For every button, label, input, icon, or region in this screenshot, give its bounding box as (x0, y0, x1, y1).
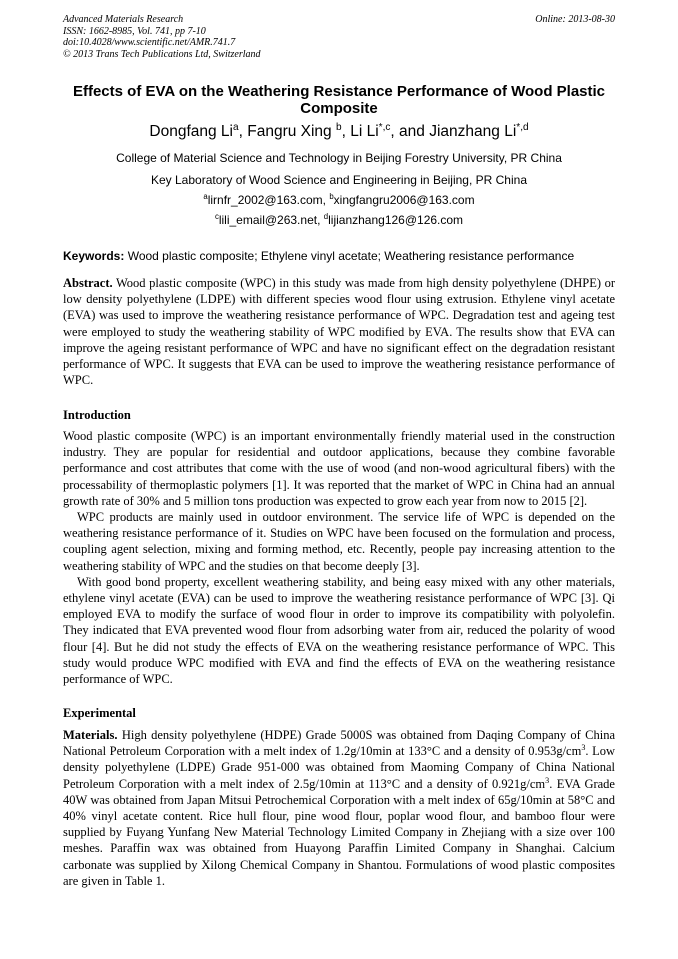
paragraph: WPC products are mainly used in outdoor environment. The service life of WPC is depended on the weathering resistance performance of it. Studies on WPC have been focused on the formulation and process, coupling agent selection, mixing and forming method, etc. Recently, people pay increasing attention to the weathering stability of WPC and the studies on that become deeply [3]. (63, 510, 615, 573)
email-address[interactable]: lirnfr_2002@163.com, (207, 193, 326, 207)
affiliation-1: College of Material Science and Technology in Beijing Forestry University, PR China (116, 151, 562, 165)
paragraph: Wood plastic composite (WPC) is an important environmentally friendly material used in the construction industry. They are popular for residential and outdoor applications, because they combine favorable performance and cost attributes that come with the use of wood (and non-wood agricultural fibers) with the processability of thermoplastic polymers [1]. It was reported that the market of WPC in China had an annual growth rate of 30% and 5 million tons production was expected to grow each year from now to 2015 [2]. (63, 429, 615, 508)
email-address[interactable]: xingfangru2006@163.com (333, 193, 475, 207)
materials-text: High density polyethylene (HDPE) Grade 5000S was obtained from Daqing Company of China National Petroleum Corporation with a melt index of 1.2g/10min at 133°C and a density of 0.953g/cm (63, 728, 616, 759)
materials-text: . Low density polyethylene (LDPE) Grade 951-000 was obtained from Maoming Company of China National Petroleum Corporation with a melt index of 2.5g/10min at 113°C and a density of 0.921g/cm (63, 744, 615, 791)
email-sup: a (203, 192, 208, 201)
author-sup: *,c (378, 121, 391, 133)
email-line-1 (63, 193, 615, 207)
author-name: Jianzhang Li (429, 123, 517, 140)
introduction-heading: Introduction (63, 408, 131, 422)
email-address[interactable]: lijianzhang126@126.com (328, 213, 464, 227)
experimental-heading: Experimental (63, 706, 136, 720)
paragraph: With good bond property, excellent weathering stability, and being easy mixed with any other materials, ethylene vinyl acetate (EVA) can be used to improve the weathering resistance performance of WPC [3]. Qi employed EVA to modify the surface of wood flour in order to improve its compatibility with polyolefin. They indicated that EVA prevented wood flour from adsorbing water from air, reduced the polarity of wood flour [4]. But he did not study the effects of EVA on the weathering resistance performance of WPC. This study would produce WPC modified with EVA and find the effects of EVA on the weathering resistance performance of WPC. (63, 574, 615, 687)
author-separator: , (341, 123, 351, 140)
abstract-label: Abstract. (63, 276, 113, 290)
materials-text: . EVA Grade 40W was obtained from Japan Mitsui Petrochemical Corporation with a melt index of 65g/10min at 58°C and 40% vinyl acetate content. Rice hull flour, pine wood flour, poplar wood flour, and bamboo flour were supplied by Fuyang Yunfang New Material Technology Limited Company in Zhejiang with a size over 100 meshes. Paraffin wax was obtained from Huayong Paraffin Limited Company in Shanghai. Calcium carbonate was supplied by Xilong Chemical Company in Shantou. Formulations of wood plastic composites are given in Table 1. (63, 776, 615, 888)
author-sup: a (233, 121, 239, 133)
copyright-line: © 2013 Trans Tech Publications Ltd, Switzerland (63, 48, 261, 60)
keywords (63, 249, 615, 263)
issn-line: ISSN: 1662-8985, Vol. 741, pp 7-10 (63, 25, 206, 37)
superscript: 3 (581, 743, 586, 753)
author-name: Fangru Xing (247, 123, 332, 140)
author-name: Li Li (350, 123, 379, 140)
online-date: Online: 2013-08-30 (535, 14, 615, 25)
author-name: Dongfang Li (149, 123, 233, 140)
author-separator: , (238, 123, 248, 140)
abstract (63, 275, 615, 388)
paper-title: Effects of EVA on the Weathering Resistance Performance of Wood Plastic Composite (72, 83, 606, 117)
keywords-text: Wood plastic composite; Ethylene vinyl acetate; Weathering resistance performance (127, 249, 575, 263)
abstract-text: Wood plastic composite (WPC) in this study was made from high density polyethylene (DHPE) or low density polyethylene (LDPE) with different species wood flour using extrusion. Ethylene vinyl acetate (EVA) was used to improve the weathering resistance performance of WPC. Degradation test and ageing test were employed to study the weathering stability of WPC modified by EVA. The results show that EVA can improve the ageing resistant performance of WPC and have no significant effect on the degradation resistant performance of WPC. It suggests that EVA can be used to improve the weathering resistance performance of WPC. (63, 276, 615, 388)
author-list (63, 122, 615, 142)
author-and: and (399, 123, 425, 140)
email-sup: d (323, 212, 329, 221)
superscript: 3 (545, 775, 550, 785)
materials-paragraph (63, 727, 615, 889)
email-address[interactable]: lili_email@263.net, (218, 213, 321, 227)
journal-name: Advanced Materials Research (63, 14, 184, 25)
email-sup: c (214, 212, 219, 221)
email-sup: b (329, 192, 334, 201)
introduction-body (63, 428, 615, 687)
keywords-label: Keywords: (63, 249, 125, 263)
materials-label: Materials. (63, 728, 118, 742)
author-sup: *,d (516, 121, 529, 133)
email-line-2 (63, 213, 615, 227)
author-separator: , (390, 123, 400, 140)
affiliation-2: Key Laboratory of Wood Science and Engineering in Beijing, PR China (150, 173, 527, 187)
journal-header (63, 14, 615, 60)
doi-line: doi:10.4028/www.scientific.net/AMR.741.7 (63, 37, 236, 48)
author-sup: b (336, 121, 342, 133)
